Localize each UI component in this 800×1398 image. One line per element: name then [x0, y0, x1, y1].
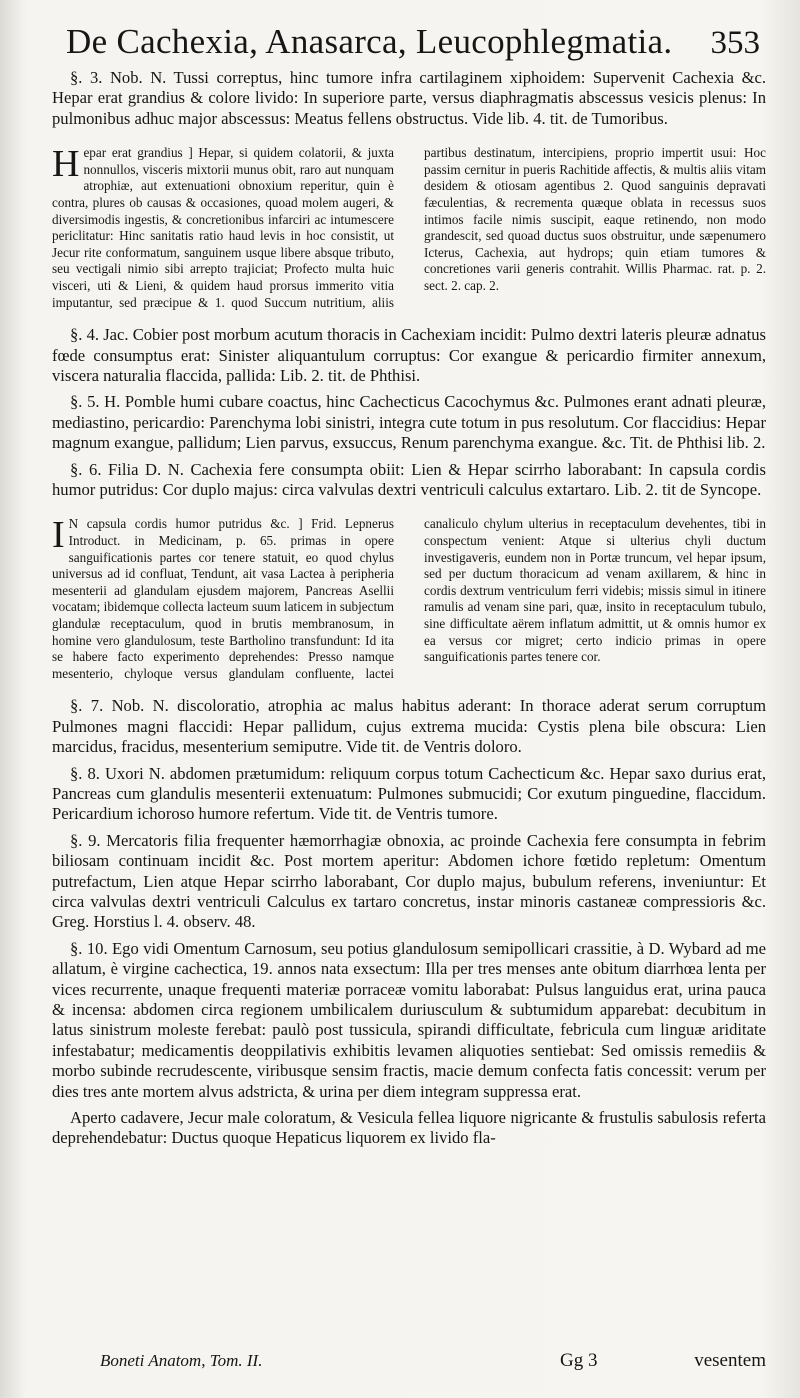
section-9: §. 9. Mercatoris filia frequenter hæmorrhagiæ obnoxia, ac proinde Cachexia fere consumpta in febrim biliosam continuam incidit &c. Post mortem aperitur: Abdomen ichore fœtido repletum: Omentum putrefactum, Lien atque Hepar scirrho laborabant, Cor duplo majus, bubulum referens, inveniuntur: Et circa valvulas dextri ventriculi Calculus ex tartaro concretus, instar minoris castaneæ compressioris &c. Greg. Horstius l. 4. observ. 48. [52, 830, 766, 932]
running-head-title: De Cachexia, Anasarca, Leucophlegmatia. [66, 22, 673, 61]
running-footer-title: Boneti Anatom, Tom. II. [100, 1351, 263, 1370]
section-5: §. 5. H. Pomble humi cubare coactus, hinc Cachecticus Cacochymus &c. Pulmones erant adnati pleuræ, mediastino, pericardio: Parenchyma lobi sinistri, integra cute totum in pus resolutum. Cor flaccidius: Hepar magnum exangue, pallidum; Lien parvus, exsuccus, Renum parenchyma exangue. &c. Tit. de Phthisi lib. 2. [52, 392, 766, 453]
page-number: 353 [710, 25, 760, 61]
signature-mark: Gg 3 [560, 1350, 598, 1371]
section-7: §. 7. Nob. N. discoloratio, atrophia ac malus habitus aderant: In thorace aderat serum corruptum Pulmones magni flaccidi: Hepar pallidum, cujus extrema mucida: Cystis plena bile obscura: Lien marcidus, fracidus, mesenterium semiputre. Vide tit. de Ventris doloro. [52, 696, 766, 757]
section-10: §. 10. Ego vidi Omentum Carnosum, seu potius glandulosum semipollicari crassitie, à D. Wybard ad me allatum, è virgine cachectica, 19. annos nata exsectum: Illa per tres menses ante obitum diarrhœa lenta per vices recurrente, unaque frequenti materiæ porraceæ vomitu laborabat: Pulsus languidus erat, urina pauca & incensa: abdomen circa regionem umbilicalem duriusculum & subtumidum apparebat: decubitum in latus sinistrum moleste ferebat: paulò post tussicula, spirandi difficultate, febricula cum linguæ ariditate infestabatur; medicamentis deoppilativis exhibitis levamen aliquoties sentiebat: Sed omissis remediis & morbo subinde recrudescente, viribusque sensim fractis, macie demum confecta fatis concessit: verum per dies tres ante mortem alvus adstricta, & urina per diem integram suppressa erat. [52, 938, 766, 1101]
section-6: §. 6. Filia D. N. Cachexia fere consumpta obiit: Lien & Hepar scirrho laborabant: In capsula cordis humor putridus: Cor duplo majus: circa valvulas dextri ventriculi calculus extartaro. Lib. 2. tit de Syncope. [52, 459, 766, 499]
page-footer [86, 1347, 766, 1377]
section-4: §. 4. Jac. Cobier post morbum acutum thoracis in Cachexiam incidit: Pulmo dextri lateris pleuræ adnatus fœde consumptus erat: Sinister aliquantulum corruptus: Cor exangue & pericardio firmiter annexum, viscera naturalia flaccida, pallida: Lib. 2. tit. de Phthisi. [52, 325, 766, 385]
scholium-text: N capsula cordis humor putridus &c. ] Frid. Lepnerus Introduct. in Medicinam, p. 65. primas in opere sanguificationis partes cor tenere statuit, eo quod chylus universus ad id confluat, Tendunt, ait vasa Lactea à peripheria mesenterii ad glandulam ejusdem majorem, Pancreas Asellii vocatam; ibidemque collecta lacteum suum laticem in subjectum glandulæ receptaculum, quod in brutis membranosum, in homine vero glandulosum, teste Bartholino transfundunt: Id ita se habere facto experimento deprehendes: Presso namque mesenterio, chyloque versus glandulam confluente, lactei canaliculo chylum ulterius in receptaculum devehentes, tibi in conspectum venient: Atque si ulterius chyli ductum investigaveris, eundem non in Portæ truncum, vel hepar ipsum, sed per ductum thoracicum ad venam axillarem, & hinc in cordis dextrum ventriculum ferri videbis; missis simul in itinere ramulis ad venam sine pari, quæ, insito in receptaculum tubulo, sine difficultate aërem inflatum admittit, ut & omnis humor ex ea versus cor migret; certo indicio primas in opere sanguificationis partes tenere cor. [52, 516, 766, 681]
section-3: §. 3. Nob. N. Tussi correptus, hinc tumore infra cartilaginem xiphoidem: Supervenit Cachexia &c. Hepar erat grandius & colore livido: In superiore parte, versus diaphragmatis abscessus vesicis plenus: In pulmonibus adhuc major abscessus: Meatus fellens obstructus. Vide lib. 4. tit. de Tumoribus. [52, 68, 766, 128]
page-header [52, 18, 766, 68]
catchword: vesentem [694, 1350, 766, 1371]
section-10-continued: Aperto cadavere, Jecur male coloratum, & Vesicula fellea liquore nigricante & frustulis sabulosis referta deprehendebatur: Ductus quoque Hepaticus liquorem ex livido fla- [52, 1108, 766, 1148]
section-8: §. 8. Uxori N. abdomen prætumidum: reliquum corpus totum Cachecticum &c. Hepar saxo durius erat, Pancreas cum glandulis mesenterii extenuatum: Pulmones submucidi; Cor exutum pinguedine, flaccidum. Pericardium ichoroso humore refertum. Vide tit. de Ventris tumore. [52, 763, 766, 824]
drop-cap: H [52, 143, 80, 186]
scholium-text: epar erat grandius ] Hepar, si quidem colatorii, & juxta nonnullos, visceris mixtorii munus obit, raro aut nunquam atrophiæ, aut extenuationi obnoxium reperitur, quin è contra, plures ob causas & occasiones, quoad molem augeri, & diversimodis ingestis, & concretionibus infarciri ac intumescere periclitatur: Hinc sanitatis ratio haud levis in hoc consistit, ut Jecur rite conformatum, sanguinem usque libere absque tributo, seu vectigali nimio sibi arrepto trajiciat; Profecto multa huic visceri, uti & Lieni, & quidem haud prorsus immerito vitia imputantur, sed præcipue & 1. quod Succum nutritium, aliis partibus destinatum, intercipiens, proprio impertit usui: Hoc passim cernitur in pueris Rachitide affectis, & multis aliis vitam desidem & otiosam agentibus 2. Quod sanguinis depravati fæculentias, & recrementa quæque oblata in recessus suos intimos facile nimis suscipit, eaque retinendo, non modo grandescit, sed quoad ductus suos obstruitur, unde sæpenumero Icterus, Cachexia, aut hydrops; quin etiam tumores & concretiones varii generis contrahit. Willis Pharmac. rat. p. 2. sect. 2. cap. 2. [52, 145, 766, 310]
scholium-hepar [52, 145, 766, 311]
scholium-capsula [52, 516, 766, 682]
drop-cap: I [52, 514, 65, 557]
